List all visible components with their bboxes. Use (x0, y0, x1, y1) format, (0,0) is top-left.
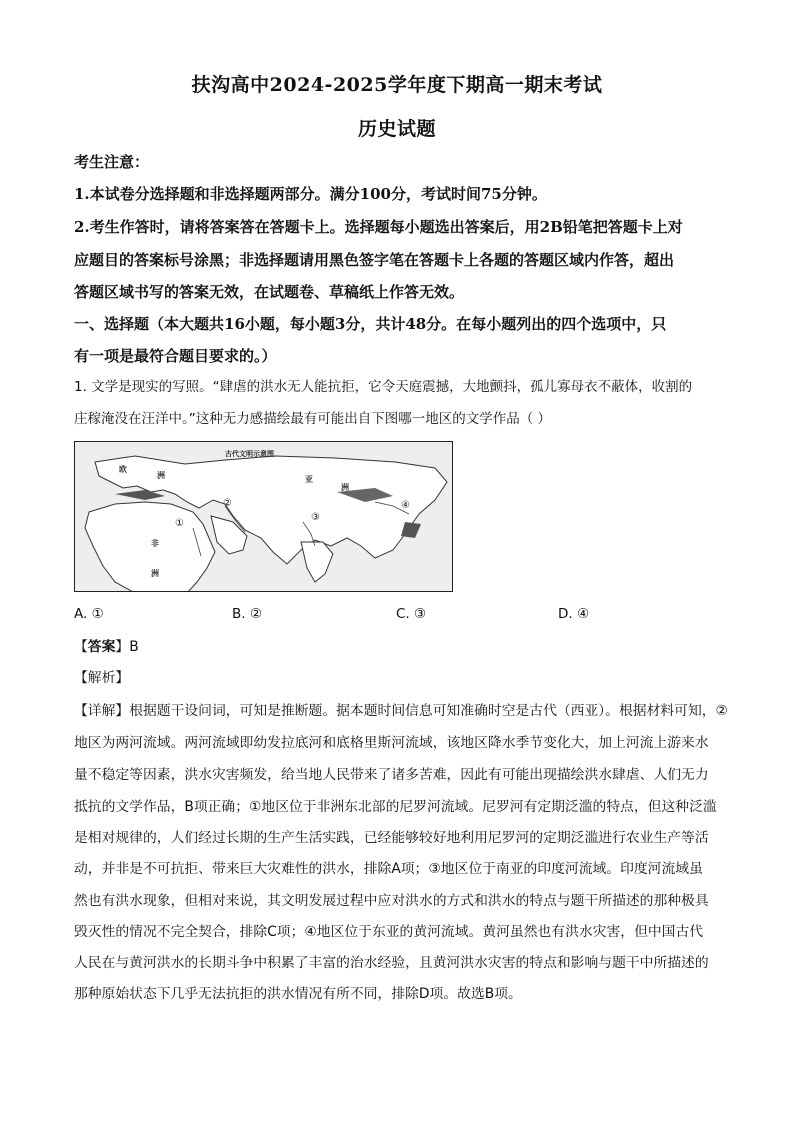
question-1-stem-line-2: 庄稼淹没在汪洋中。”这种无力感描绘最有可能出自下图哪一地区的文学作品（ ） (74, 411, 552, 427)
detail-line-8: 毁灭性的情况不完全契合，排除C项；④地区位于东亚的黄河流域。黄河虽然也有洪水灾害，但中国古代 (74, 924, 704, 940)
detail-text-line-1: 根据题干设问词，可知是推断题。据本题时间信息可知准确时空是古代（西亚）。根据材料可知，② (129, 703, 728, 719)
section-heading-line-2: 有一项是最符合题目要求的。） (74, 347, 277, 365)
ancient-civilizations-map (74, 441, 453, 592)
detail-line-2: 地区为两河流域。两河流域即幼发拉底河和底格里斯河流域，该地区降水季节变化大，加上河流上游来水 (74, 735, 709, 751)
map-marker-3: ③ (311, 512, 320, 523)
map-label-asia-1: 亚 (305, 474, 313, 484)
detail-line-9: 人民在与黄河洪水的长期斗争中积累了丰富的治水经验，且黄河洪水灾害的特点和影响与题干中所描述的 (74, 955, 709, 971)
detail-line-6: 动，并非是不可抗拒、带来巨大灾难性的洪水，排除A项；③地区位于南亚的印度河流域。印度河流域虽 (74, 861, 703, 877)
detail-line-1 (74, 701, 728, 721)
option-a: A. ① (74, 606, 104, 622)
option-c: C. ③ (396, 606, 427, 622)
exam-title: 扶沟高中2024-2025学年度下期高一期末考试 (191, 74, 603, 96)
exam-subject: 历史试题 (357, 118, 436, 140)
notice-heading: 考生注意： (74, 153, 150, 171)
map-marker-1: ① (175, 518, 184, 529)
answer-bracket-open: 【 (74, 639, 88, 655)
map-label-europe-2: 洲 (157, 470, 165, 480)
answer-bracket-close: 】 (115, 639, 130, 655)
answer-label: 答案 (87, 639, 116, 655)
analysis-label: 【解析】 (74, 670, 130, 686)
detail-line-5: 是相对规律的，人们经过长期的生产生活实践，已经能够较好地利用尼罗河的定期泛滥进行农业生产等活 (74, 830, 709, 846)
map-marker-4: ④ (401, 500, 410, 511)
answer-row (74, 637, 724, 657)
notice-item-2-line-1: 2.考生作答时，请将答案答在答题卡上。选择题每小题选出答案后，用2B铅笔把答题卡上对 (74, 218, 683, 236)
section-heading-line-1: 一、选择题（本大题共16小题，每小题3分，共计48分。在每小题列出的四个选项中，只 (74, 315, 667, 333)
detail-line-7: 然也有洪水现象，但相对来说，其文明发展过程中应对洪水的方式和洪水的特点与题干所描述的那种极具 (74, 893, 709, 909)
map-drawing (75, 442, 453, 592)
answer-value: B (129, 639, 139, 655)
question-1-stem-line-1: 1. 文学是现实的写照。“肆虐的洪水无人能抗拒，它令天庭震撼，大地颤抖，孤儿寡母衣不蔽体，收割的 (74, 379, 693, 395)
option-b: B. ② (232, 606, 262, 622)
detail-line-4: 抵抗的文学作品，B项正确；①地区位于非洲东北部的尼罗河流域。尼罗河有定期泛滥的特点，但这种泛滥 (74, 799, 717, 815)
notice-item-1: 1.本试卷分选择题和非选择题两部分。满分100分，考试时间75分钟。 (74, 185, 547, 203)
notice-item-2-line-3: 答题区域书写的答案无效，在试题卷、草稿纸上作答无效。 (74, 283, 465, 301)
map-label-europe-1: 欧 (119, 464, 127, 474)
map-label-africa-2: 洲 (151, 568, 159, 578)
detail-line-3: 量不稳定等因素，洪水灾害频发，给当地人民带来了诸多苦难，因此有可能出现描绘洪水肆虐、人们无力 (74, 767, 709, 783)
detail-label: 【详解】 (74, 703, 130, 719)
option-d: D. ④ (558, 606, 590, 622)
notice-item-2-line-2: 应题目的答案标号涂黑；非选择题请用黑色签字笔在答题卡上各题的答题区域内作答，超出 (74, 251, 675, 269)
map-title: 古代文明示意图 (225, 450, 274, 458)
map-label-asia-2: 洲 (341, 482, 349, 492)
map-label-africa-1: 非 (151, 538, 159, 548)
detail-line-10: 那种原始状态下几乎无法抗拒的洪水情况有所不同，排除D项。故选B项。 (74, 986, 522, 1002)
map-marker-2: ② (223, 498, 232, 509)
